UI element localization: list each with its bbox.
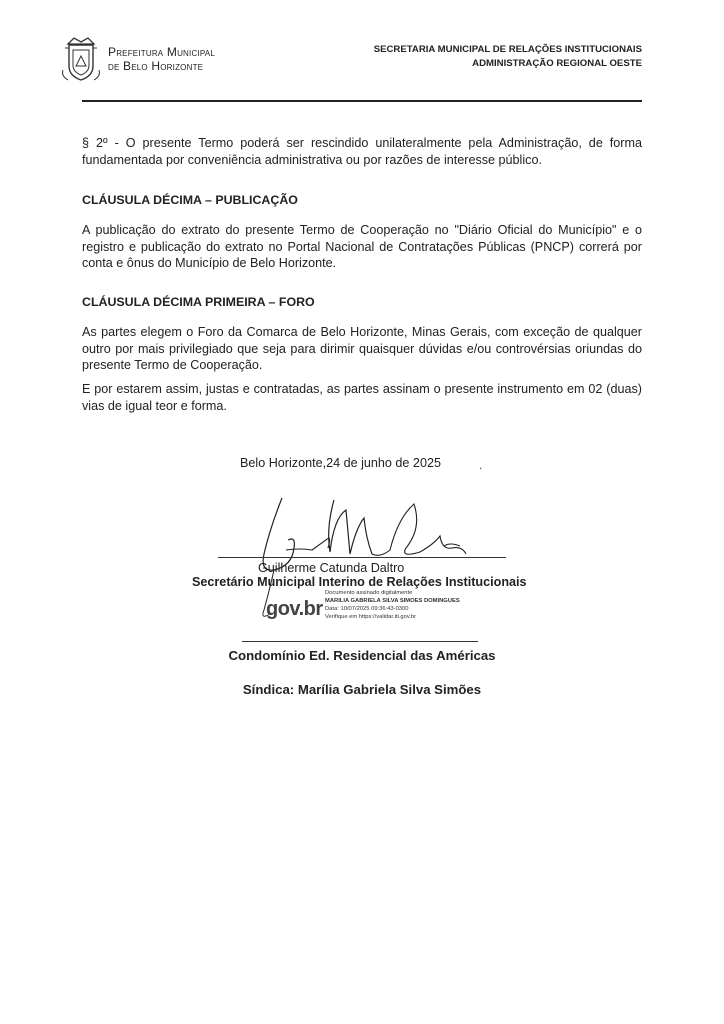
heading-foro: CLÁUSULA DÉCIMA PRIMEIRA – FORO bbox=[82, 295, 315, 309]
govbr-signer-name: MARILIA GABRIELA SILVA SIMOES DOMINGUES bbox=[325, 598, 460, 604]
paragraph-publicacao: A publicação do extrato do presente Termo de Cooperação no "Diário Oficial do Município" e o registro e publicação do extrato no Portal Nacional de Contratações Públicas (PNCP) correrá por conta e ônus do Município de Belo Horizonte. bbox=[82, 223, 642, 270]
prefeitura-name-line2: de Belo Horizonte bbox=[108, 59, 204, 73]
signer1-name: Guilherme Catunda Daltro bbox=[258, 561, 405, 575]
prefeitura-name bbox=[108, 45, 215, 73]
stray-dot: . bbox=[479, 458, 483, 472]
paragraph-fecho: E por estarem assim, justas e contratadas, as partes assinam o presente instrumento em 02 (duas) vias de igual teor e forma. bbox=[82, 382, 642, 413]
header-divider bbox=[82, 100, 642, 102]
govbr-signature-info bbox=[325, 589, 460, 621]
signer2-role: Síndica: Marília Gabriela Silva Simões bbox=[242, 682, 482, 697]
signer2-organization: Condomínio Ed. Residencial das Américas bbox=[228, 648, 496, 663]
prefeitura-coat-of-arms-icon bbox=[60, 36, 102, 82]
paragraph-rescisao: § 2º - O presente Termo poderá ser rescindido unilateralmente pela Administração, de forma fundamentada por conveniência administrativa ou por razões de interesse público. bbox=[82, 136, 642, 167]
secretaria-header bbox=[374, 43, 642, 71]
signer1-role: Secretário Municipal Interino de Relações Institucionais bbox=[192, 575, 527, 589]
signature-line-1 bbox=[218, 557, 506, 558]
govbr-line1: Documento assinado digitalmente bbox=[325, 590, 413, 596]
date-line: Belo Horizonte,24 de junho de 2025 bbox=[240, 456, 441, 470]
govbr-date: Data: 10/07/2025 09:36:43-0300 bbox=[325, 606, 409, 612]
secretaria-line2: ADMINISTRAÇÃO REGIONAL OESTE bbox=[472, 58, 642, 69]
paragraph-foro: As partes elegem o Foro da Comarca de Belo Horizonte, Minas Gerais, com exceção de qualquer outro por mais privilegiado que seja para dirimir quaisquer dúvidas e/ou controvérsias oriundas do presente Termo de Cooperação. bbox=[82, 325, 642, 372]
secretaria-line1: SECRETARIA MUNICIPAL DE RELAÇÕES INSTITUCIONAIS bbox=[373, 44, 642, 55]
prefeitura-name-line1: Prefeitura Municipal bbox=[108, 45, 215, 59]
govbr-verify-link: Verifique em https://validar.iti.gov.br bbox=[325, 614, 417, 620]
signature-line-2 bbox=[242, 641, 478, 642]
heading-publicacao: CLÁUSULA DÉCIMA – PUBLICAÇÃO bbox=[82, 193, 298, 207]
govbr-logo: gov.br bbox=[266, 598, 323, 620]
